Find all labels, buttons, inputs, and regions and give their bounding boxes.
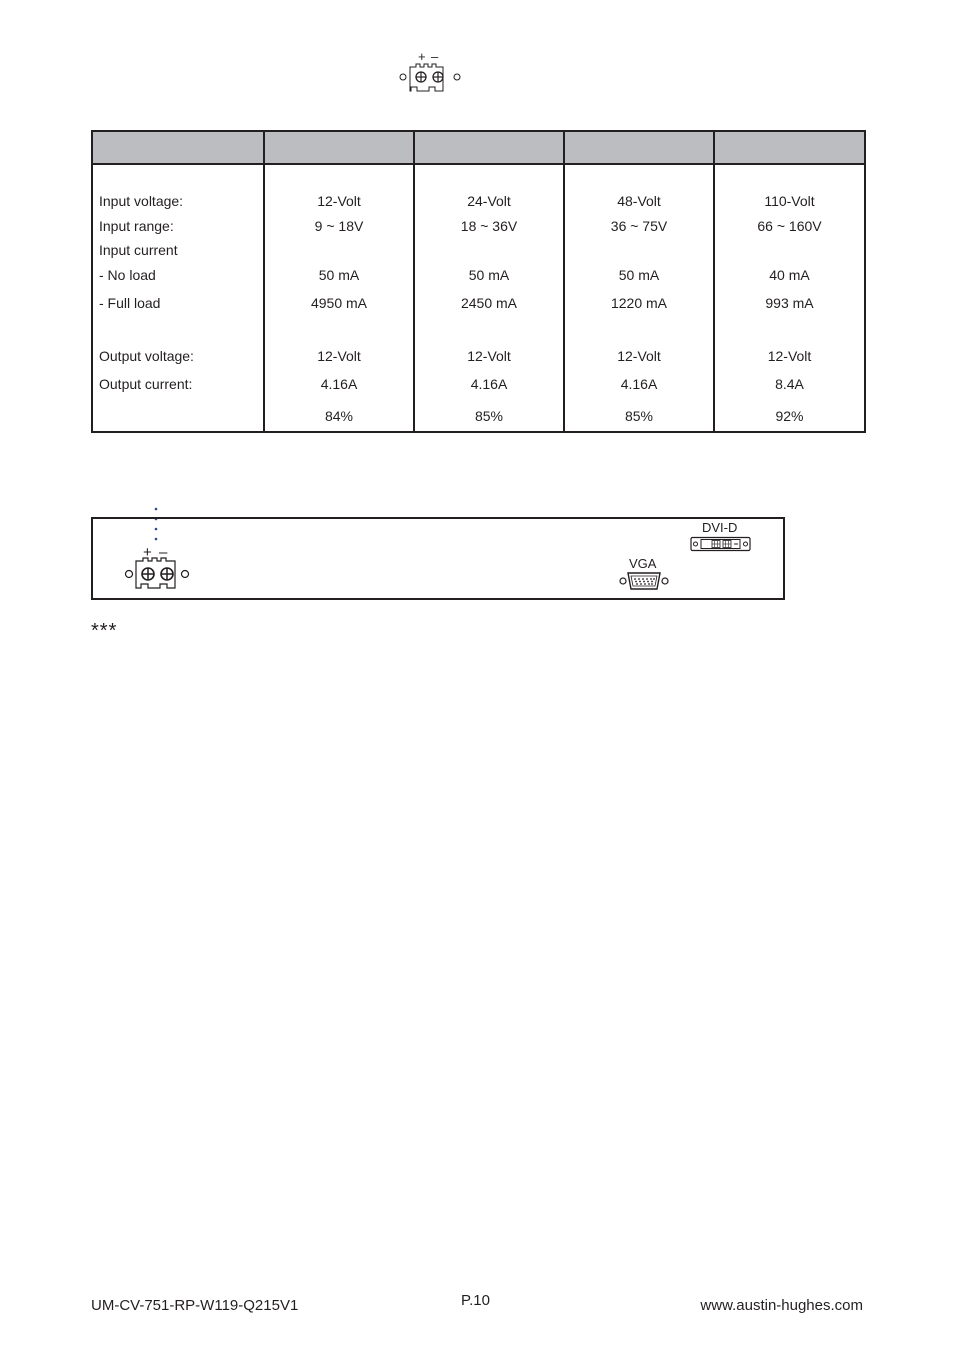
input-voltage-value: 48-Volt xyxy=(617,193,661,209)
table-header-cell xyxy=(564,131,714,164)
model-column xyxy=(564,164,714,432)
top-terminal-block-icon xyxy=(397,48,463,99)
table-header-cell xyxy=(714,131,865,164)
table-header-row xyxy=(92,131,865,164)
full-load-current-value: 993 mA xyxy=(765,295,814,311)
full-load-current-value: 4950 mA xyxy=(310,295,368,311)
efficiency-value: 85% xyxy=(474,408,504,424)
output-current-value: 8.4A xyxy=(775,376,804,392)
input-voltage-value: 12-Volt xyxy=(317,193,361,209)
no-load-current-value: 50 mA xyxy=(468,267,510,283)
terminal-plus-sign: + xyxy=(143,544,152,561)
row-label: Output current: xyxy=(99,376,193,392)
terminal-minus-sign: – xyxy=(431,49,439,64)
efficiency-value: 92% xyxy=(775,408,804,424)
row-label: - Full load xyxy=(99,295,161,311)
terminal-plus-sign: + xyxy=(418,49,426,64)
output-current-value: 4.16A xyxy=(470,376,508,392)
terminal-minus-sign: – xyxy=(159,544,168,561)
table-header-cell xyxy=(264,131,414,164)
output-voltage-value: 12-Volt xyxy=(617,348,661,364)
output-voltage-value: 12-Volt xyxy=(767,348,812,364)
output-current-value: 4.16A xyxy=(320,376,358,392)
table-header-cell xyxy=(414,131,564,164)
row-label: Input current xyxy=(99,242,178,258)
vga-port-icon xyxy=(618,570,670,595)
full-load-current-value: 2450 mA xyxy=(460,295,518,311)
input-voltage-value: 24-Volt xyxy=(467,193,511,209)
row-label-column xyxy=(92,164,264,432)
output-voltage-value: 12-Volt xyxy=(317,348,361,364)
no-load-current-value: 50 mA xyxy=(618,267,660,283)
document-code: UM-CV-751-RP-W119-Q215V1 xyxy=(91,1297,299,1314)
terminal-block-icon xyxy=(121,543,193,596)
output-voltage-value: 12-Volt xyxy=(467,348,511,364)
model-column xyxy=(414,164,564,432)
input-range-value: 9 ~ 18V xyxy=(314,218,364,234)
full-load-current-value: 1220 mA xyxy=(610,295,668,311)
table-body-row xyxy=(92,164,865,432)
no-load-current-value: 50 mA xyxy=(318,267,360,283)
input-range-value: 66 ~ 160V xyxy=(757,218,822,234)
efficiency-value: 85% xyxy=(624,408,654,424)
input-voltage-value: 110-Volt xyxy=(764,193,815,209)
model-column xyxy=(264,164,414,432)
dvi-label: DVI-D xyxy=(702,520,738,535)
website-link[interactable]: www.austin-hughes.com xyxy=(700,1297,863,1314)
row-label: - No load xyxy=(99,267,156,283)
efficiency-value: 84% xyxy=(324,408,354,424)
power-spec-table xyxy=(91,130,866,433)
row-label: Input voltage: xyxy=(99,193,184,209)
row-label: Output voltage: xyxy=(99,348,194,364)
row-label: Input range: xyxy=(99,218,174,234)
input-range-value: 18 ~ 36V xyxy=(460,218,518,234)
vga-label: VGA xyxy=(629,556,657,571)
input-range-value: 36 ~ 75V xyxy=(610,218,668,234)
dvi-port-icon xyxy=(690,536,752,555)
table-header-cell xyxy=(92,131,264,164)
page-number: P.10 xyxy=(461,1292,490,1309)
rear-panel-diagram xyxy=(91,517,785,600)
note-asterisks: *** xyxy=(91,620,118,642)
output-current-value: 4.16A xyxy=(620,376,658,392)
model-column xyxy=(714,164,865,432)
no-load-current-value: 40 mA xyxy=(769,267,810,283)
